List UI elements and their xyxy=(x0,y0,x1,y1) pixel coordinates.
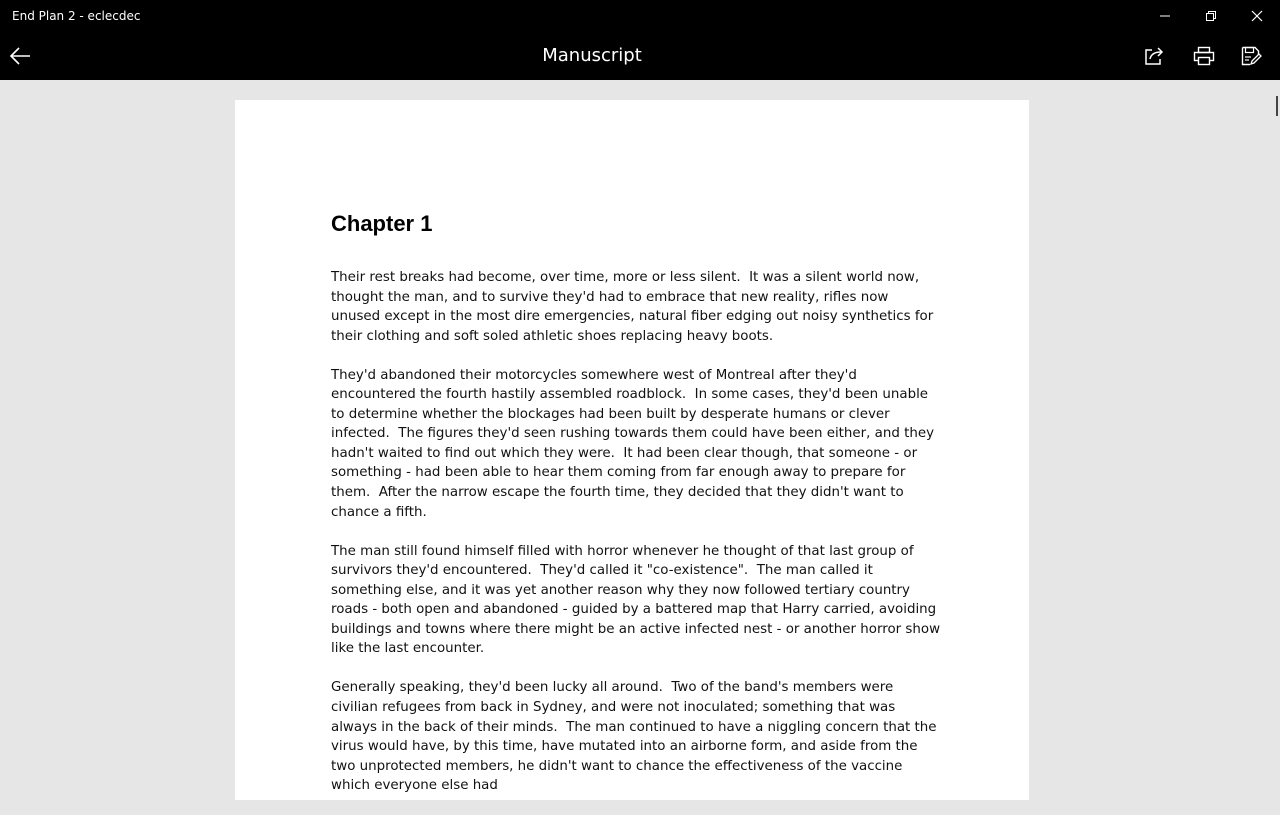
app-bar xyxy=(0,32,1280,80)
manuscript-page xyxy=(235,100,1029,800)
document-viewer[interactable] xyxy=(0,80,1280,794)
manuscript-body xyxy=(331,268,945,815)
print-button[interactable] xyxy=(1180,32,1228,80)
vertical-scrollbar[interactable] xyxy=(1274,80,1280,760)
page-title: Manuscript xyxy=(542,45,642,66)
title-bar xyxy=(0,0,1280,32)
paragraph: Generally speaking, they'd been lucky all around. Two of the band's members were civilian refugees from back in Sydney, and were not inoculated; something that was always in the back of their minds. The man continued to have a niggling concern that the virus would have, by this time, have mutated into an airborne form, and aside from the two unprotected members, he didn't want to chance the effectiveness of the vaccine which everyone else had xyxy=(331,680,941,794)
minimize-icon xyxy=(1159,10,1171,22)
print-icon xyxy=(1193,46,1215,66)
share-icon xyxy=(1144,46,1166,66)
restore-icon xyxy=(1205,10,1217,22)
restore-button[interactable] xyxy=(1188,0,1234,32)
paragraph: The man still found himself filled with horror whenever he thought of that last group of survivors they'd encountered. They'd called it "co-existence". The man called it something else, and it was yet another reason why they now followed tertiary country roads - both open and abandoned - guided by a battered map that Harry carried, avoiding buildings and towns where there might be an active infected nest - or another horror show like the last encounter. xyxy=(331,543,945,657)
back-arrow-icon xyxy=(9,47,31,65)
close-icon xyxy=(1251,10,1263,22)
back-button[interactable] xyxy=(0,32,40,80)
save-button[interactable] xyxy=(1228,32,1276,80)
save-icon xyxy=(1241,46,1263,66)
share-button[interactable] xyxy=(1131,32,1179,80)
scrollbar-thumb[interactable] xyxy=(1276,96,1278,116)
minimize-button[interactable] xyxy=(1142,0,1188,32)
paragraph: Their rest breaks had become, over time, more or less silent. It was a silent world now, thought the man, and to survive they'd had to embrace that new reality, rifles now unused except in the most dire emergencies, natural fiber edging out noisy synthetics for their clothing and soft soled athletic shoes replacing heavy boots. xyxy=(331,270,938,344)
chapter-title: Chapter 1 xyxy=(331,211,433,236)
close-button[interactable] xyxy=(1234,0,1280,32)
paragraph: They'd abandoned their motorcycles somewhere west of Montreal after they'd encountered the fourth hastily assembled roadblock. In some cases, they'd been unable to determine whether the blockages had been built by desperate humans or clever infected. The figures they'd seen rushing towards them could have been either, and they hadn't waited to find out which they were. It had been clear though, that someone - or something - had been able to hear them coming from far enough away to prepare for them. After the narrow escape the fourth time, they decided that they didn't want to chance a fifth. xyxy=(331,367,939,520)
window-title: End Plan 2 - eclecdec xyxy=(12,9,141,23)
